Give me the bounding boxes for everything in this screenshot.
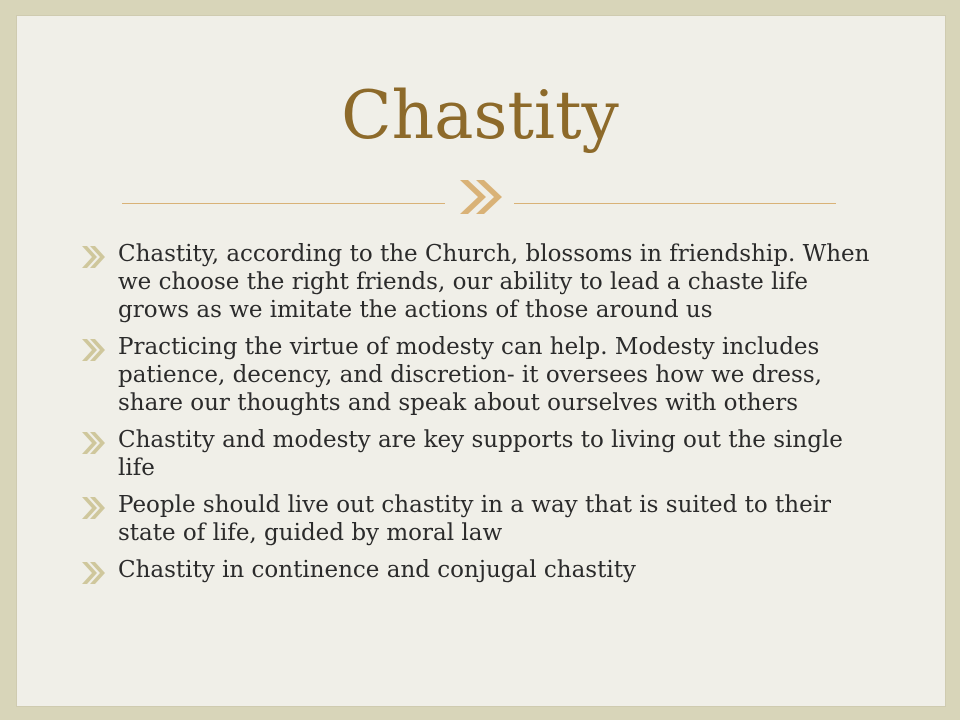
bullet-text: Chastity, according to the Church, blossoms in friendship. When we choose the right friends, our ability to lead a chaste life grows as we imitate the actions of those around us: [118, 241, 870, 323]
bullet-item: [78, 333, 878, 417]
title-divider-left: [122, 203, 445, 204]
bullet-list: [78, 240, 878, 596]
double-chevron-right-icon: [78, 494, 108, 522]
bullet-text: Chastity and modesty are key supports to living out the single life: [118, 427, 843, 481]
double-chevron-right-icon: [78, 559, 108, 587]
bullet-item: [78, 491, 878, 547]
slide-title: Chastity: [341, 77, 619, 154]
double-chevron-right-icon: [78, 336, 108, 364]
bullet-item: [78, 556, 878, 587]
bullet-item: [78, 426, 878, 482]
bullet-text: People should live out chastity in a way that is suited to their state of life, guided by moral law: [118, 492, 832, 546]
bullet-text: Chastity in continence and conjugal chastity: [118, 557, 636, 583]
double-chevron-right-icon: [78, 243, 108, 271]
double-chevron-right-icon: [450, 174, 510, 220]
bullet-text: Practicing the virtue of modesty can help. Modesty includes patience, decency, and discretion- it oversees how we dress, share our thoughts and speak about ourselves with others: [118, 334, 822, 416]
double-chevron-right-icon: [78, 429, 108, 457]
title-divider-right: [514, 203, 836, 204]
bullet-item: [78, 240, 878, 324]
